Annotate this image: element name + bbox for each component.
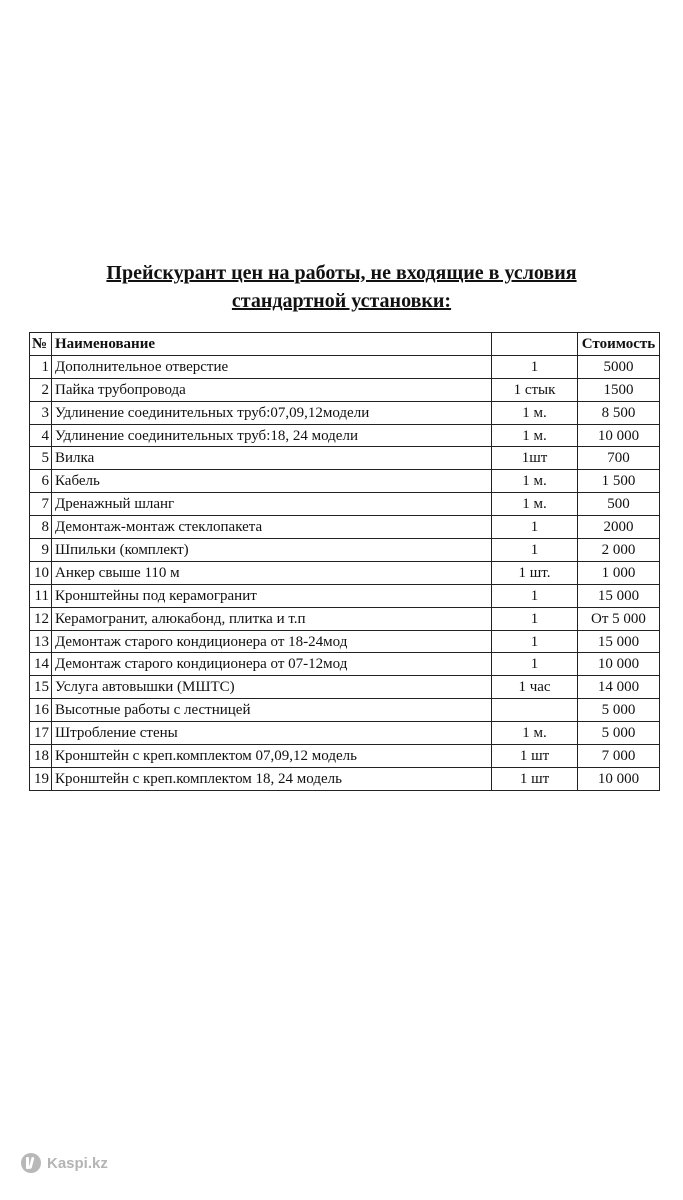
row-cost: 5 000 — [578, 699, 660, 722]
row-cost: 2 000 — [578, 539, 660, 562]
watermark — [21, 1153, 108, 1173]
table-row — [30, 470, 660, 493]
row-number: 16 — [30, 699, 52, 722]
row-name: Вилка — [52, 447, 492, 470]
table-row — [30, 447, 660, 470]
row-name: Удлинение соединительных труб:18, 24 модели — [52, 424, 492, 447]
title-line-2: стандартной установки: — [231, 290, 452, 312]
row-number: 3 — [30, 401, 52, 424]
table-row — [30, 607, 660, 630]
row-name: Демонтаж старого кондиционера от 07-12мод — [52, 653, 492, 676]
row-number: 14 — [30, 653, 52, 676]
row-name: Кронштейны под керамогранит — [52, 584, 492, 607]
row-cost: 1500 — [578, 378, 660, 401]
row-unit: 1 — [492, 516, 578, 539]
row-name: Демонтаж старого кондиционера от 18-24мод — [52, 630, 492, 653]
table-row — [30, 539, 660, 562]
table-row — [30, 767, 660, 790]
row-unit: 1 час — [492, 676, 578, 699]
row-name: Керамогранит, алюкабонд, плитка и т.п — [52, 607, 492, 630]
table-row — [30, 401, 660, 424]
row-number: 4 — [30, 424, 52, 447]
row-number: 9 — [30, 539, 52, 562]
row-unit: 1 шт — [492, 745, 578, 768]
row-number: 18 — [30, 745, 52, 768]
row-unit: 1 м. — [492, 424, 578, 447]
table-row — [30, 745, 660, 768]
row-number: 1 — [30, 355, 52, 378]
price-table — [29, 332, 660, 791]
row-name: Штробление стены — [52, 722, 492, 745]
row-name: Кабель — [52, 470, 492, 493]
row-unit — [492, 699, 578, 722]
row-cost: 700 — [578, 447, 660, 470]
row-cost: 15 000 — [578, 584, 660, 607]
row-cost: 1 000 — [578, 561, 660, 584]
header-num: № — [30, 333, 52, 356]
row-number: 7 — [30, 493, 52, 516]
row-number: 2 — [30, 378, 52, 401]
row-unit: 1 — [492, 607, 578, 630]
row-cost: 15 000 — [578, 630, 660, 653]
row-number: 8 — [30, 516, 52, 539]
row-unit: 1 м. — [492, 470, 578, 493]
table-row — [30, 378, 660, 401]
row-number: 6 — [30, 470, 52, 493]
row-unit: 1 шт. — [492, 561, 578, 584]
kaspi-logo-icon — [21, 1153, 41, 1173]
row-name: Кронштейн с креп.комплектом 07,09,12 модель — [52, 745, 492, 768]
row-unit: 1 м. — [492, 401, 578, 424]
row-cost: 14 000 — [578, 676, 660, 699]
row-unit: 1 шт — [492, 767, 578, 790]
header-cost: Стоимость — [578, 333, 660, 356]
row-cost: 1 500 — [578, 470, 660, 493]
row-name: Услуга автовышки (МШТС) — [52, 676, 492, 699]
table-row — [30, 561, 660, 584]
row-name: Демонтаж-монтаж стеклопакета — [52, 516, 492, 539]
row-cost: 5 000 — [578, 722, 660, 745]
row-name: Дренажный шланг — [52, 493, 492, 516]
table-row — [30, 355, 660, 378]
row-name: Дополнительное отверстие — [52, 355, 492, 378]
table-row — [30, 722, 660, 745]
row-number: 11 — [30, 584, 52, 607]
row-unit: 1 — [492, 355, 578, 378]
row-unit: 1 м. — [492, 493, 578, 516]
header-name: Наименование — [52, 333, 492, 356]
row-unit: 1шт — [492, 447, 578, 470]
row-cost: От 5 000 — [578, 607, 660, 630]
row-number: 12 — [30, 607, 52, 630]
table-row — [30, 676, 660, 699]
price-table-body — [30, 355, 660, 790]
row-cost: 10 000 — [578, 767, 660, 790]
row-name: Анкер свыше 110 м — [52, 561, 492, 584]
row-unit: 1 — [492, 584, 578, 607]
row-cost: 5000 — [578, 355, 660, 378]
watermark-text: Kaspi.kz — [47, 1154, 108, 1172]
table-row — [30, 424, 660, 447]
row-unit: 1 — [492, 653, 578, 676]
table-header-row — [30, 333, 660, 356]
row-unit: 1 — [492, 539, 578, 562]
row-number: 13 — [30, 630, 52, 653]
table-row — [30, 630, 660, 653]
table-row — [30, 584, 660, 607]
row-name: Шпильки (комплект) — [52, 539, 492, 562]
row-cost: 2000 — [578, 516, 660, 539]
row-name: Пайка трубопровода — [52, 378, 492, 401]
row-number: 17 — [30, 722, 52, 745]
row-cost: 500 — [578, 493, 660, 516]
row-name: Удлинение соединительных труб:07,09,12модели — [52, 401, 492, 424]
row-cost: 10 000 — [578, 653, 660, 676]
row-name: Высотные работы с лестницей — [52, 699, 492, 722]
row-number: 10 — [30, 561, 52, 584]
row-cost: 8 500 — [578, 401, 660, 424]
page-title — [0, 259, 683, 315]
header-unit — [492, 333, 578, 356]
table-row — [30, 493, 660, 516]
row-number: 19 — [30, 767, 52, 790]
table-row — [30, 516, 660, 539]
title-line-1: Прейскурант цен на работы, не входящие в условия — [106, 262, 577, 284]
row-unit: 1 стык — [492, 378, 578, 401]
row-unit: 1 — [492, 630, 578, 653]
row-cost: 10 000 — [578, 424, 660, 447]
row-unit: 1 м. — [492, 722, 578, 745]
row-name: Кронштейн с креп.комплектом 18, 24 модель — [52, 767, 492, 790]
table-row — [30, 699, 660, 722]
row-number: 5 — [30, 447, 52, 470]
row-number: 15 — [30, 676, 52, 699]
row-cost: 7 000 — [578, 745, 660, 768]
table-row — [30, 653, 660, 676]
